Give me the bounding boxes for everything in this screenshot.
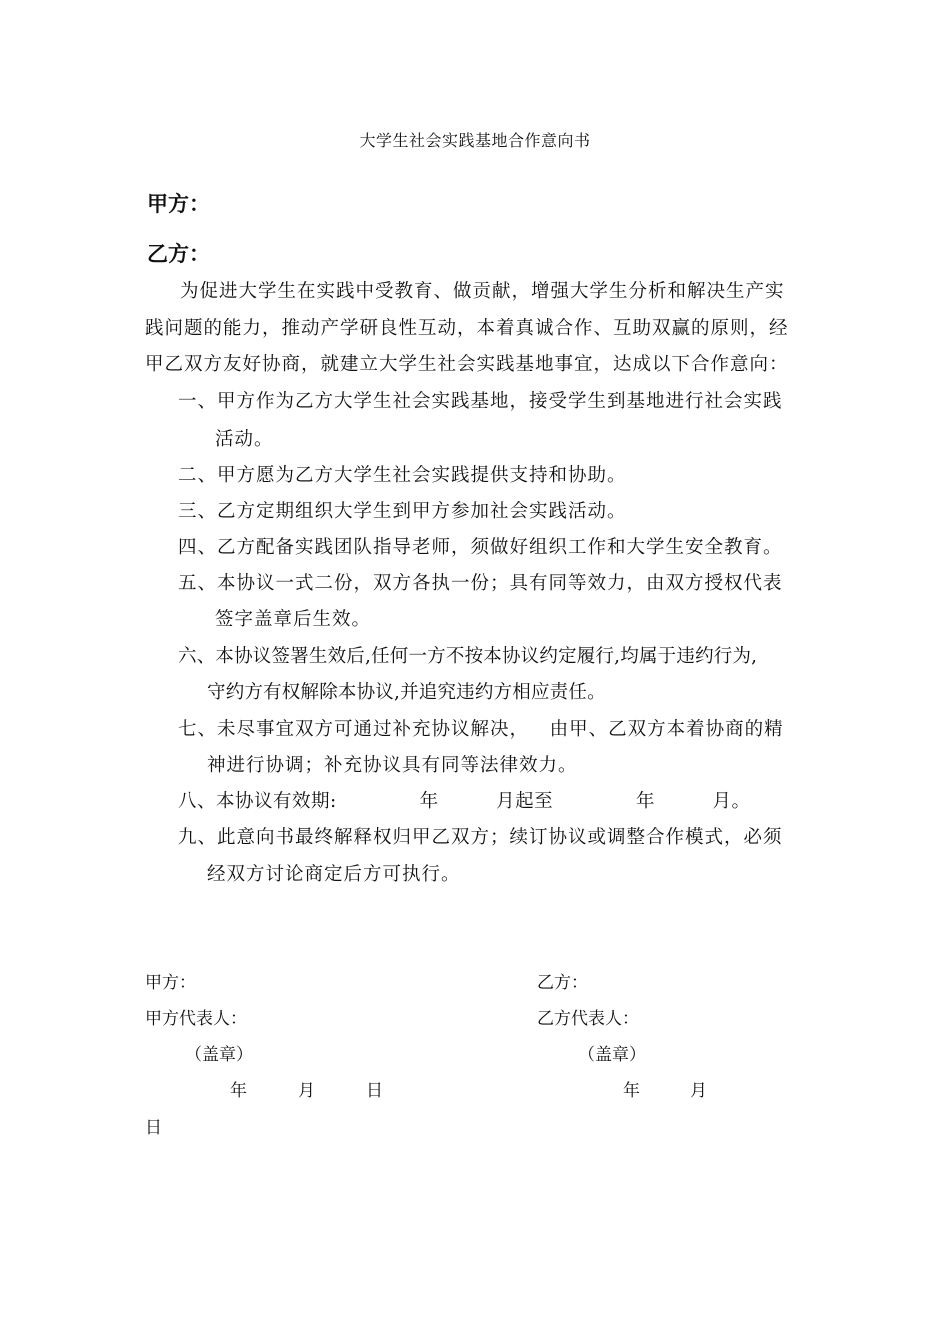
sig-rep-b: 乙方代表人： <box>537 1009 639 1029</box>
party-a-heading: 甲方： <box>147 191 210 216</box>
clause-4: 四、乙方配备实践团队指导老师，须做好组织工作和大学生安全教育。 <box>178 537 783 558</box>
party-b-heading: 乙方： <box>147 241 210 266</box>
intro-line-3: 甲乙双方友好协商，就建立大学生社会实践基地事宜，达成以下合作意向： <box>145 354 789 375</box>
sig-party-b: 乙方： <box>537 973 588 993</box>
date-a-year: 年 <box>230 1081 247 1101</box>
seal-b: （盖章） <box>578 1045 646 1065</box>
seal-a: （盖章） <box>185 1045 253 1065</box>
clause-3: 三、乙方定期组织大学生到甲方参加社会实践活动。 <box>178 501 627 522</box>
clause-5-line-1: 五、本协议一式二份，双方各执一份；具有同等效力，由双方授权代表 <box>178 573 783 594</box>
clause-7-line-1: 七、未尽事宜双方可通过补充协议解决， 由甲、乙双方本着协商的精 <box>178 719 784 740</box>
date-b-day: 日 <box>145 1118 162 1138</box>
date-a-month: 月 <box>298 1081 315 1101</box>
clause-5-line-2: 签字盖章后生效。 <box>215 609 372 630</box>
sig-rep-a: 甲方代表人： <box>145 1009 247 1029</box>
date-b-month: 月 <box>690 1081 707 1101</box>
sig-party-a: 甲方： <box>145 973 196 993</box>
clause-1-line-1: 一、甲方作为乙方大学生社会实践基地，接受学生到基地进行社会实践 <box>178 391 783 412</box>
date-b-year: 年 <box>623 1081 640 1101</box>
clause-2: 二、甲方愿为乙方大学生社会实践提供支持和协助。 <box>178 465 627 486</box>
clause-7-line-2: 神进行协调；补充协议具有同等法律效力。 <box>207 755 578 776</box>
intro-line-2: 践问题的能力，推动产学研良性互动，本着真诚合作、互助双赢的原则，经 <box>145 318 789 339</box>
intro-line-1: 为促进大学生在实践中受教育、做贡献，增强大学生分析和解决生产实 <box>180 281 785 302</box>
clause-6-line-1: 六、本协议签署生效后,任何一方不按本协议约定履行,均属于违约行为, <box>178 646 758 667</box>
date-a-day: 日 <box>366 1081 383 1101</box>
document-title: 大学生社会实践基地合作意向书 <box>359 131 591 150</box>
clause-9-line-2: 经双方讨论商定后方可执行。 <box>207 864 461 885</box>
clause-6-line-2: 守约方有权解除本协议,并追究违约方相应责任。 <box>207 682 606 703</box>
clause-9-line-1: 九、此意向书最终解释权归甲乙双方；续订协议或调整合作模式，必须 <box>178 827 783 848</box>
clause-8: 八、本协议有效期: 年 月起至 年 月。 <box>178 791 751 812</box>
clause-1-line-2: 活动。 <box>215 429 274 450</box>
